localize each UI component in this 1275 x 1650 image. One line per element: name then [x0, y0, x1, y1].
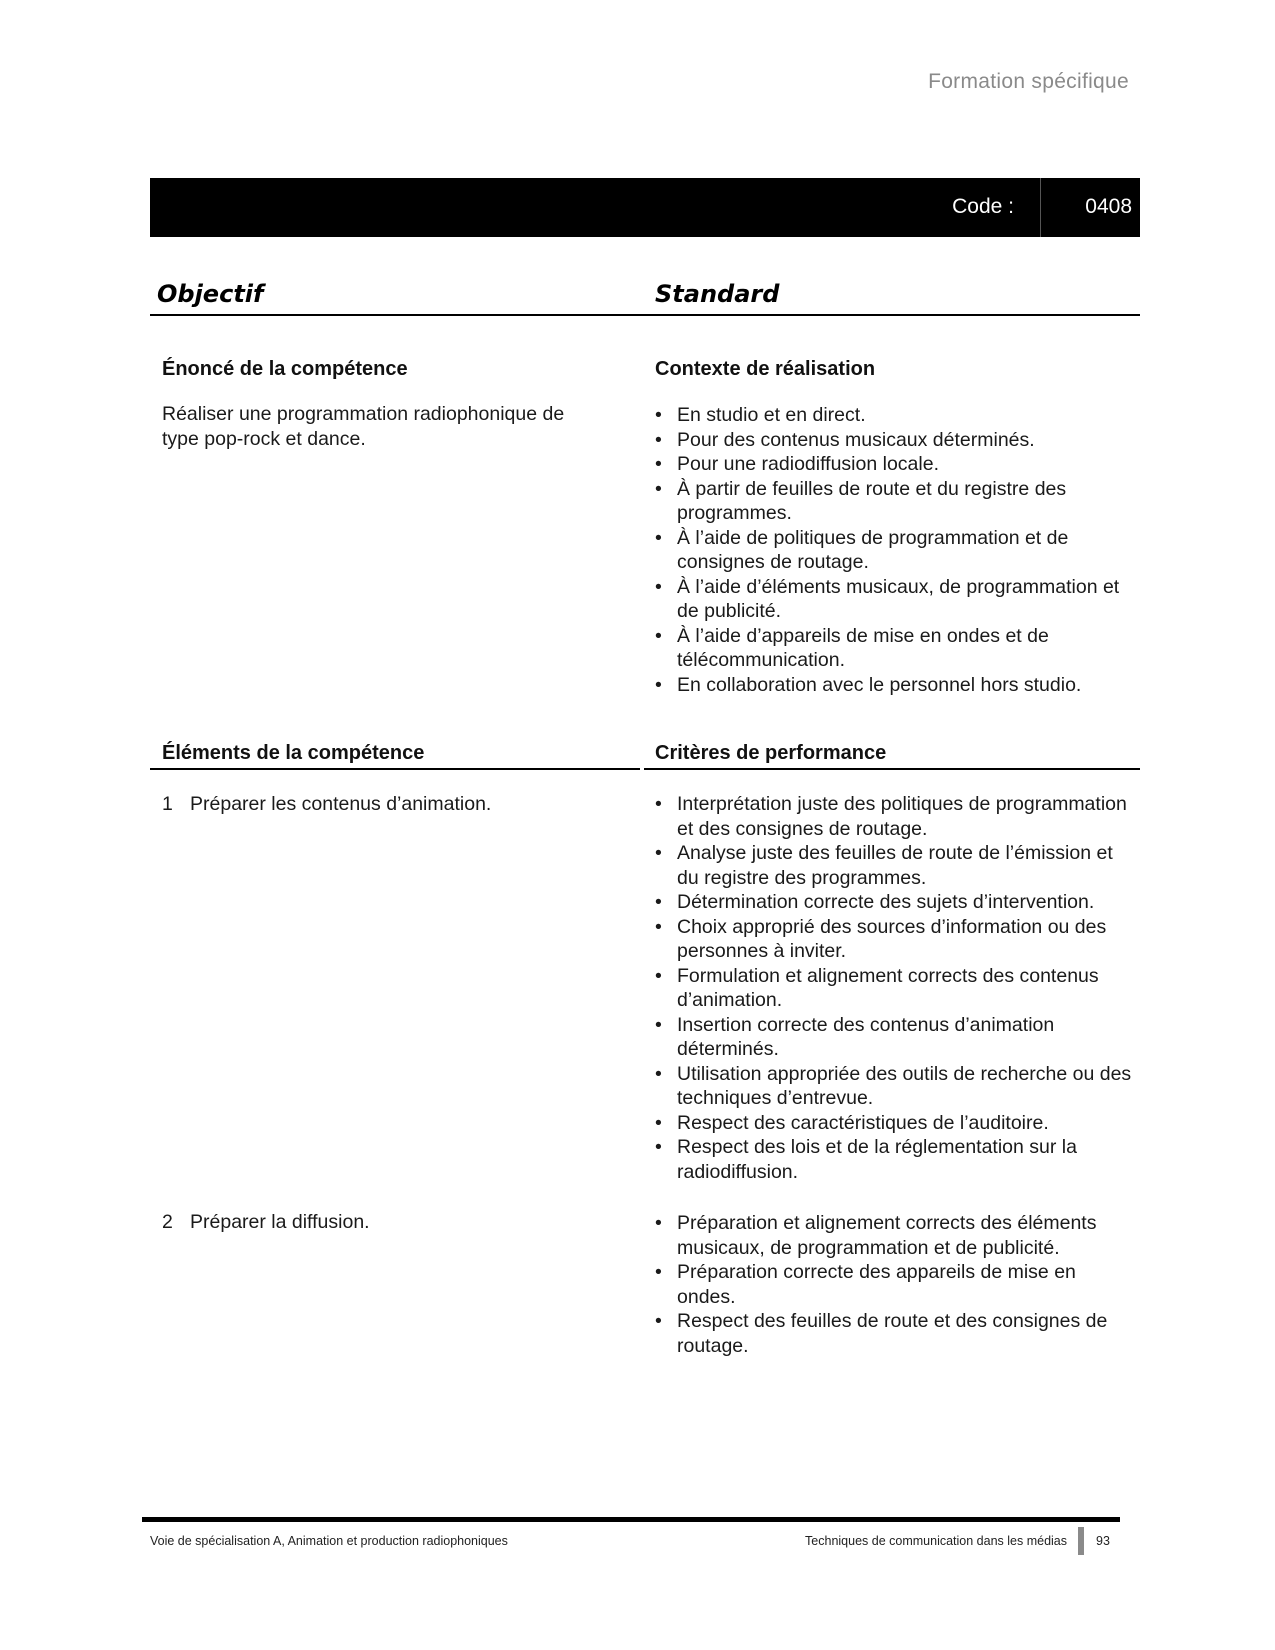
standard-title: Standard — [655, 280, 780, 308]
element-text: Préparer la diffusion. — [190, 1211, 370, 1233]
objectif-title: Objectif — [157, 280, 264, 308]
criteres-heading: Critères de performance — [655, 742, 887, 764]
criteres-list-1 — [655, 792, 1133, 1184]
code-bar — [150, 178, 1140, 237]
list-item: • Préparation correcte des appareils de mise en ondes. — [655, 1260, 1125, 1309]
code-divider — [1040, 178, 1041, 237]
list-item: • Analyse juste des feuilles de route de l’émission et du registre des programmes. — [655, 841, 1133, 890]
list-item: • Utilisation appropriée des outils de recherche ou des techniques d’entrevue. — [655, 1062, 1133, 1111]
competence-text-line: type pop-rock et dance. — [162, 428, 366, 450]
list-item: • En collaboration avec le personnel hors studio. — [655, 673, 1125, 698]
list-item: • Respect des feuilles de route et des consignes de routage. — [655, 1309, 1125, 1358]
section-label: Formation spécifique — [928, 70, 1129, 93]
list-item: • Pour des contenus musicaux déterminés. — [655, 428, 1125, 453]
page-marker — [1078, 1527, 1084, 1555]
competence-text-line: Réaliser une programmation radiophonique de — [162, 403, 565, 425]
list-item: • En studio et en direct. — [655, 403, 1125, 428]
elements-heading: Éléments de la compétence — [162, 742, 425, 764]
competence-heading: Énoncé de la compétence — [162, 358, 408, 380]
list-item: • Insertion correcte des contenus d’animation déterminés. — [655, 1013, 1133, 1062]
list-item: • Formulation et alignement corrects des contenus d’animation. — [655, 964, 1133, 1013]
element-number: 1 — [162, 793, 173, 815]
list-item: • Préparation et alignement corrects des éléments musicaux, de programmation et de publicité. — [655, 1211, 1125, 1260]
element-item — [162, 792, 491, 817]
list-item: • Respect des lois et de la réglementation sur la radiodiffusion. — [655, 1135, 1133, 1184]
competence-text — [162, 402, 622, 452]
code-label: Code : — [952, 195, 1014, 218]
criteres-divider — [644, 768, 1140, 770]
list-item: • À l’aide de politiques de programmation et de consignes de routage. — [655, 526, 1125, 575]
element-item — [162, 1210, 370, 1235]
element-number: 2 — [162, 1211, 173, 1233]
list-item: • À l’aide d’éléments musicaux, de programmation et de publicité. — [655, 575, 1125, 624]
footer-program: Voie de spécialisation A, Animation et production radiophoniques — [150, 1534, 508, 1548]
code-value: 0408 — [1085, 195, 1132, 218]
list-item: • Respect des caractéristiques de l’auditoire. — [655, 1111, 1133, 1136]
list-item: • Détermination correcte des sujets d’intervention. — [655, 890, 1133, 915]
list-item: • À l’aide d’appareils de mise en ondes et de télécommunication. — [655, 624, 1125, 673]
criteres-list-2 — [655, 1211, 1125, 1358]
element-text: Préparer les contenus d’animation. — [190, 793, 492, 815]
footer-title: Techniques de communication dans les médias — [805, 1534, 1067, 1548]
list-item: • Interprétation juste des politiques de programmation et des consignes de routage. — [655, 792, 1133, 841]
contexte-list — [655, 403, 1125, 697]
page-number: 93 — [1096, 1534, 1110, 1548]
elements-divider — [150, 768, 640, 770]
list-item: • Pour une radiodiffusion locale. — [655, 452, 1125, 477]
list-item: • À partir de feuilles de route et du registre des programmes. — [655, 477, 1125, 526]
title-divider — [150, 314, 1140, 316]
list-item: • Choix approprié des sources d’information ou des personnes à inviter. — [655, 915, 1133, 964]
footer-divider — [142, 1517, 1120, 1522]
contexte-heading: Contexte de réalisation — [655, 358, 876, 380]
